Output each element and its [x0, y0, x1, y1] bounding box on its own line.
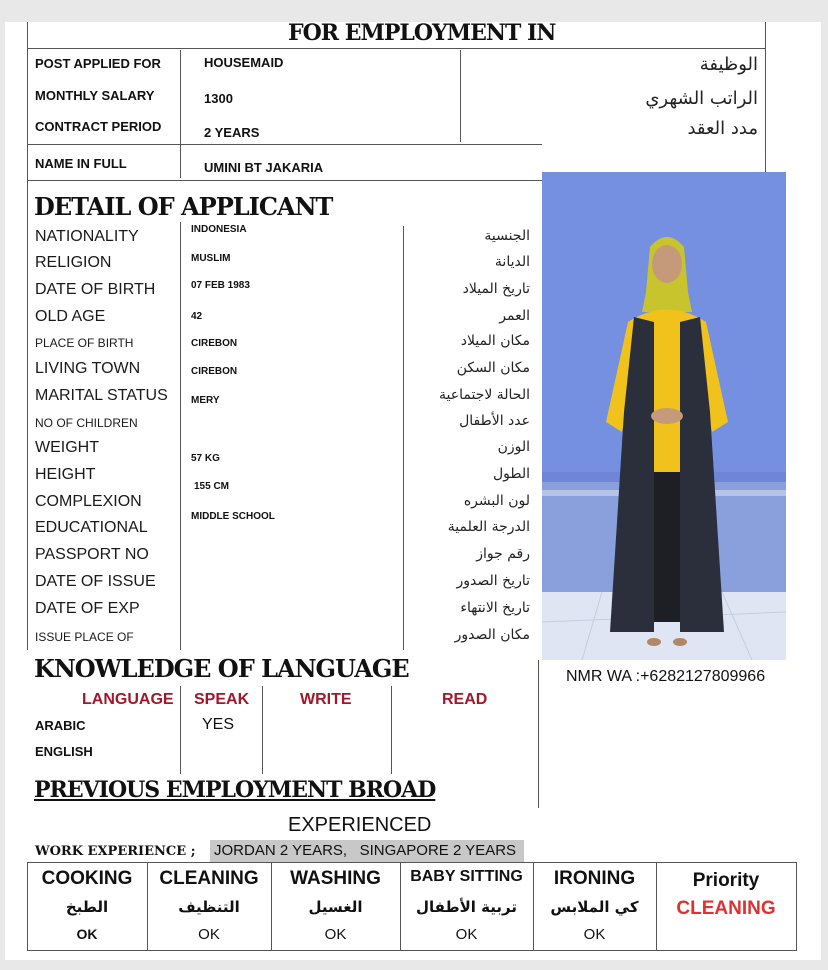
skill-cleaning-status: OK	[198, 926, 220, 943]
monthly-salary-arabic: الراتب الشهري	[645, 88, 758, 109]
weight-label: WEIGHT	[35, 439, 99, 456]
complexion-label: COMPLEXION	[35, 493, 142, 510]
skill-cooking-label: COOKING	[41, 868, 133, 889]
date-of-exp-arabic: تاريخ الانتهاء	[460, 600, 530, 616]
applicant-photo-image	[542, 172, 786, 660]
skill-ironing-status: OK	[583, 926, 606, 943]
divider	[27, 144, 542, 145]
divider	[403, 226, 404, 650]
date-of-birth-label: DATE OF BIRTH	[35, 281, 156, 298]
post-applied-value: HOUSEMAID	[204, 55, 284, 70]
no-of-children-arabic: عدد الأطفال	[459, 413, 530, 429]
skill-cooking-status: OK	[76, 926, 98, 942]
detail-section-title: DETAIL OF APPLICANT	[34, 192, 333, 221]
monthly-salary-value: 1300	[204, 91, 233, 106]
divider	[27, 950, 797, 951]
divider	[27, 862, 797, 863]
full-name-value: UMINI BT JAKARIA	[204, 160, 324, 175]
priority-label: Priority	[692, 870, 760, 891]
skill-washing-arabic: الغسيل	[308, 898, 363, 916]
contract-period-arabic: مدد العقد	[687, 118, 758, 139]
educational-value: MIDDLE SCHOOL	[191, 511, 275, 522]
issue-place-of-arabic: مكان الصدور	[454, 627, 530, 643]
divider	[262, 686, 263, 774]
divider	[391, 686, 392, 774]
divider	[180, 50, 181, 178]
date-of-issue-arabic: تاريخ الصدور	[456, 573, 530, 589]
divider	[796, 862, 797, 950]
arabic-speak-value: YES	[202, 716, 235, 733]
work-experience-value: JORDAN 2 YEARS, SINGAPORE 2 YEARS	[210, 840, 524, 862]
language-section-title: KNOWLEDGE OF LANGUAGE	[34, 654, 409, 683]
height-value: 155 CM	[194, 481, 230, 492]
divider	[460, 50, 461, 142]
divider	[538, 660, 539, 808]
date-of-issue-label: DATE OF ISSUE	[35, 573, 156, 590]
skill-baby-sitting-status: OK	[455, 926, 478, 943]
living-town-value: CIREBON	[191, 366, 238, 377]
post-applied-label: POST APPLIED FOR	[35, 56, 161, 71]
language-row-english: ENGLISH	[35, 744, 93, 759]
old-age-arabic: العمر	[499, 308, 530, 324]
nationality-arabic: الجنسية	[484, 228, 530, 244]
skill-cooking-arabic: الطبخ	[65, 898, 109, 916]
issue-place-of-label: ISSUE PLACE OF	[35, 630, 134, 644]
priority-value: CLEANING	[676, 898, 776, 919]
language-row-arabic: ARABIC	[35, 718, 86, 733]
skill-cleaning-arabic: التنظيف	[178, 898, 240, 916]
skill-baby-sitting-arabic: تربية الأطفال	[416, 898, 517, 916]
skill-washing-status: OK	[324, 926, 347, 943]
divider	[27, 180, 542, 181]
speak-header: SPEAK	[194, 691, 250, 708]
skill-washing-label: WASHING	[290, 868, 381, 889]
work-experience-label: WORK EXPERIENCE ;	[35, 844, 196, 859]
old-age-label: OLD AGE	[35, 308, 106, 325]
divider	[27, 48, 766, 49]
religion-arabic: الديانة	[494, 254, 530, 270]
language-header: LANGUAGE	[82, 691, 174, 708]
divider	[180, 222, 181, 650]
educational-label: EDUCATIONAL	[35, 519, 148, 536]
write-header: WRITE	[300, 691, 352, 708]
divider	[765, 22, 766, 174]
date-of-exp-label: DATE OF EXP	[35, 600, 140, 617]
monthly-salary-label: MONTHLY SALARY	[35, 88, 155, 103]
religion-value: MUSLIM	[191, 253, 231, 264]
passport-no-label: PASSPORT NO	[35, 546, 149, 563]
marital-status-label: MARITAL STATUS	[35, 387, 168, 404]
contract-period-value: 2 YEARS	[204, 125, 260, 140]
applicant-photo	[542, 172, 786, 660]
divider	[180, 686, 181, 774]
skill-baby-sitting-label: BABY SITTING	[410, 868, 523, 885]
skill-ironing-arabic: كي الملابس	[550, 898, 639, 916]
old-age-value: 42	[191, 311, 203, 322]
form-title: FOR EMPLOYMENT IN	[288, 20, 556, 46]
marital-status-arabic: الحالة لاجتماعية	[439, 387, 530, 403]
skill-ironing-label: IRONING	[553, 868, 636, 889]
place-of-birth-arabic: مكان الميلاد	[460, 333, 530, 349]
height-arabic: الطول	[492, 466, 530, 482]
skill-cleaning-label: CLEANING	[159, 868, 259, 889]
educational-arabic: الدرجة العلمية	[447, 519, 530, 535]
religion-label: RELIGION	[35, 254, 112, 271]
place-of-birth-label: PLACE OF BIRTH	[35, 336, 134, 350]
no-of-children-label: NO OF CHILDREN	[35, 416, 138, 430]
whatsapp-number: NMR WA :+6282127809966	[566, 668, 766, 685]
weight-value: 57 KG	[191, 453, 220, 464]
height-label: HEIGHT	[35, 466, 96, 483]
experience-status: EXPERIENCED	[288, 814, 432, 836]
date-of-birth-arabic: تاريخ الميلاد	[462, 281, 530, 297]
post-applied-arabic: الوظيفة	[699, 54, 758, 75]
complexion-arabic: لون البشره	[463, 493, 530, 509]
read-header: READ	[442, 691, 488, 708]
living-town-label: LIVING TOWN	[35, 360, 141, 377]
previous-section-title: PREVIOUS EMPLOYMENT BROAD	[34, 777, 436, 803]
date-of-birth-value: 07 FEB 1983	[191, 280, 250, 291]
place-of-birth-value: CIREBON	[191, 338, 238, 349]
divider	[27, 22, 28, 650]
nationality-label: NATIONALITY	[35, 228, 139, 245]
passport-no-arabic: رقم جواز	[476, 546, 530, 562]
full-name-label: NAME IN FULL	[35, 156, 127, 171]
nationality-value: INDONESIA	[191, 224, 247, 235]
contract-period-label: CONTRACT PERIOD	[35, 119, 162, 134]
marital-status-value: MERY	[191, 395, 220, 406]
weight-arabic: الوزن	[497, 439, 530, 455]
living-town-arabic: مكان السكن	[456, 360, 530, 376]
